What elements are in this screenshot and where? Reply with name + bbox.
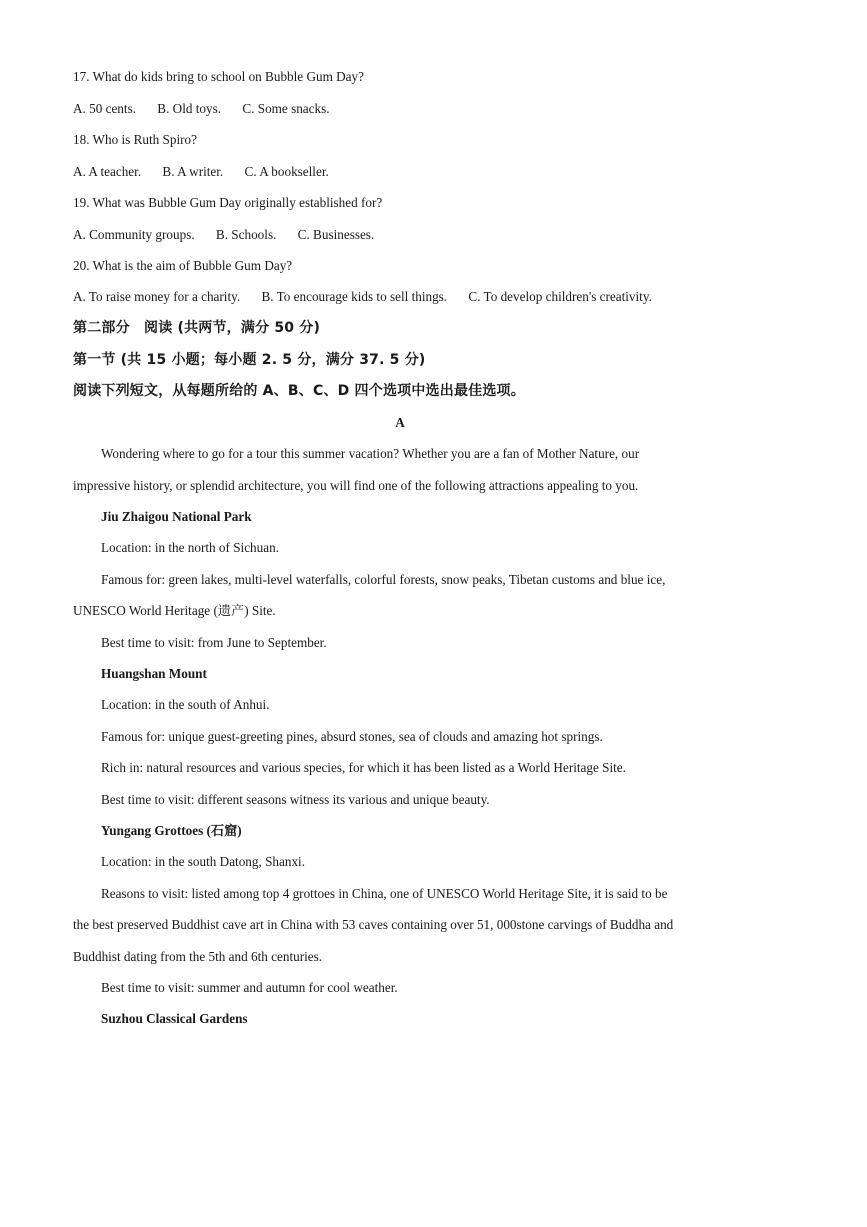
jiuzhaigou-location: Location: in the north of Sichuan.: [101, 540, 279, 555]
huangshan-best-time: Best time to visit: different seasons witness its various and unique beauty.: [101, 792, 490, 807]
option-a: A. 50 cents.: [73, 101, 136, 116]
question-19-stem: 19. What was Bubble Gum Day originally established for?: [73, 195, 383, 210]
option-b: B. Schools.: [215, 227, 277, 242]
question-17-stem: 17. What do kids bring to school on Bubble Gum Day?: [73, 69, 364, 84]
option-a: A. A teacher.: [73, 164, 142, 179]
option-a: A. Community groups.: [73, 227, 195, 242]
instruction: 阅读下列短文，从每题所给的 A、B、C、D 四个选项中选出最佳选项。: [73, 383, 525, 399]
question-20-options: [73, 289, 652, 305]
option-c: C. Businesses.: [297, 227, 375, 242]
intro-line-2: impressive history, or splendid architecture, you will find one of the following attractions appealing to you.: [73, 478, 639, 493]
attraction-title-yungang: Yungang Grottoes (石窟): [101, 823, 242, 838]
option-b: B. Old toys.: [157, 101, 222, 116]
question-18-options: [73, 164, 329, 180]
option-c: C. Some snacks.: [242, 101, 330, 116]
yungang-reasons-line-2: the best preserved Buddhist cave art in China with 53 caves containing over 51, 000stone carvings of Buddha and: [73, 917, 674, 932]
jiuzhaigou-famous-line-1: Famous for: green lakes, multi-level waterfalls, colorful forests, snow peaks, Tibetan customs and blue ice,: [101, 572, 666, 587]
attraction-title-jiuzhaigou: Jiu Zhaigou National Park: [101, 509, 252, 524]
question-20-stem: 20. What is the aim of Bubble Gum Day?: [73, 258, 293, 273]
question-19-options: [73, 227, 374, 243]
huangshan-famous: Famous for: unique guest-greeting pines, absurd stones, sea of clouds and amazing hot springs.: [101, 729, 603, 744]
question-18-stem: 18. Who is Ruth Spiro?: [73, 132, 197, 147]
yungang-best-time: Best time to visit: summer and autumn for cool weather.: [101, 980, 398, 995]
yungang-reasons-line-1: Reasons to visit: listed among top 4 grottoes in China, one of UNESCO World Heritage Site, it is said to be: [101, 886, 668, 901]
yungang-location: Location: in the south Datong, Shanxi.: [101, 854, 306, 869]
option-a: A. To raise money for a charity.: [73, 289, 241, 304]
option-c: C. To develop children's creativity.: [468, 289, 652, 304]
section-heading: 第一节 (共 15 小题；每小题 2. 5 分，满分 37. 5 分): [73, 352, 426, 368]
part-heading: 第二部分 阅读 (共两节，满分 50 分): [73, 320, 321, 336]
huangshan-rich-in: Rich in: natural resources and various species, for which it has been listed as a World Heritage Site.: [101, 760, 626, 775]
option-c: C. A bookseller.: [244, 164, 329, 179]
huangshan-location: Location: in the south of Anhui.: [101, 697, 270, 712]
intro-line-1: Wondering where to go for a tour this summer vacation? Whether you are a fan of Mother Nature, our: [101, 446, 640, 461]
attraction-title-suzhou: Suzhou Classical Gardens: [101, 1011, 248, 1026]
jiuzhaigou-best-time: Best time to visit: from June to September.: [101, 635, 327, 650]
passage-label: A: [395, 415, 405, 430]
option-b: B. To encourage kids to sell things.: [261, 289, 448, 304]
jiuzhaigou-famous-line-2: UNESCO World Heritage (遗产) Site.: [73, 603, 276, 618]
yungang-reasons-line-3: Buddhist dating from the 5th and 6th centuries.: [73, 949, 323, 964]
option-b: B. A writer.: [162, 164, 224, 179]
attraction-title-huangshan: Huangshan Mount: [101, 666, 207, 681]
question-17-options: [73, 101, 330, 117]
